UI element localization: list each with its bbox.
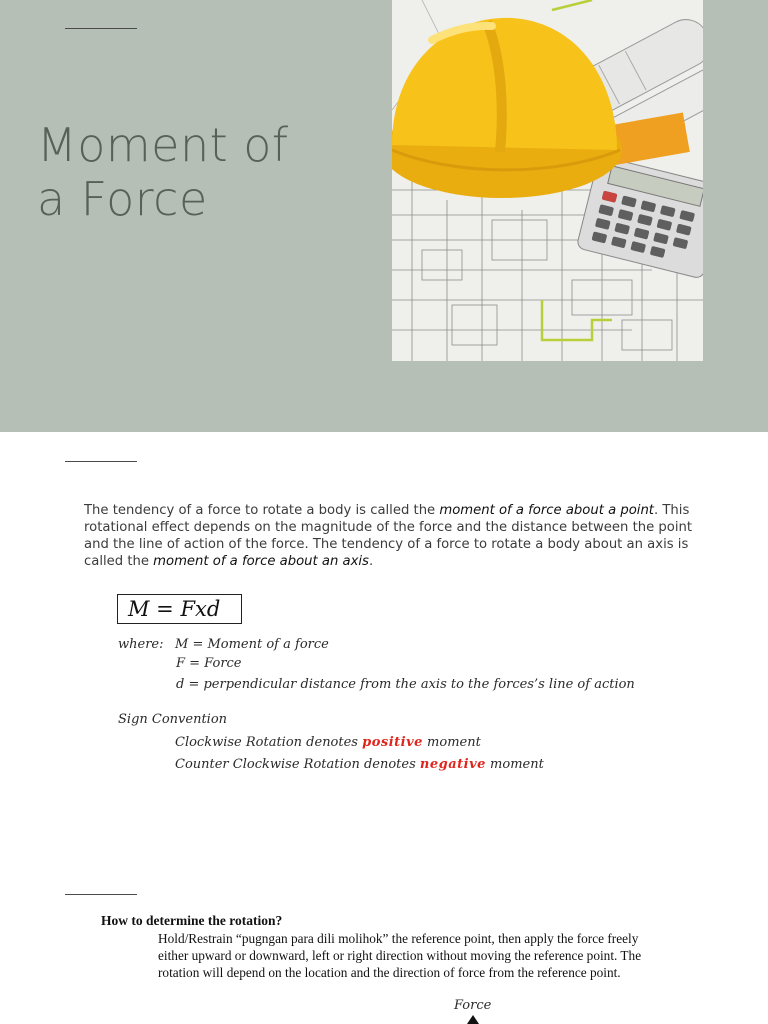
title-line-1: Moment of xyxy=(37,118,289,172)
clockwise-rule xyxy=(175,735,481,750)
divider-rule xyxy=(65,28,137,29)
negative-keyword: negative xyxy=(419,757,486,772)
moment-formula: M = Fxd xyxy=(117,594,242,624)
rule-text: Clockwise Rotation denotes xyxy=(175,735,363,750)
rule-text: Counter Clockwise Rotation denotes xyxy=(175,757,420,772)
photo-illustration xyxy=(392,0,703,361)
howto-paragraph: Hold/Restrain “pugngan para dili molihok” the reference point, then apply the force freely either upward or downward, left or right direction without moving the reference point. The rotation will depend on the location and the direction of force from the reference point. xyxy=(158,931,642,980)
intro-text: . This rotational effect depends on the magnitude of the force and the distance between the point and the line of action of the force. The tendency of a force to rotate a body about an axis is called the xyxy=(84,503,693,569)
positive-keyword: positive xyxy=(362,735,423,750)
intro-paragraph xyxy=(84,502,709,570)
title-line-2: a Force xyxy=(37,172,208,226)
page-title xyxy=(37,118,377,226)
hard-hat-blueprint-photo xyxy=(392,0,703,361)
definition-m: M = Moment of a force xyxy=(175,637,329,652)
force-label: Force xyxy=(454,998,492,1013)
force-arrow-icon xyxy=(467,1015,479,1024)
intro-text: . xyxy=(368,554,374,569)
where-label: where: xyxy=(118,637,164,652)
intro-text: The tendency of a force to rotate a body is called the xyxy=(84,503,440,518)
howto-heading: How to determine the rotation? xyxy=(101,913,283,928)
sign-convention-heading: Sign Convention xyxy=(118,712,228,727)
intro-emphasis-axis: moment of a force about an axis xyxy=(153,554,369,569)
divider-rule xyxy=(65,894,137,895)
counter-clockwise-rule xyxy=(175,757,544,772)
intro-emphasis-point: moment of a force about a point xyxy=(439,503,654,518)
rule-text: moment xyxy=(485,757,544,772)
divider-rule xyxy=(65,461,137,462)
definition-d: d = perpendicular distance from the axis to the forces’s line of action xyxy=(176,677,635,692)
rule-text: moment xyxy=(422,735,481,750)
definition-f: F = Force xyxy=(176,656,242,671)
